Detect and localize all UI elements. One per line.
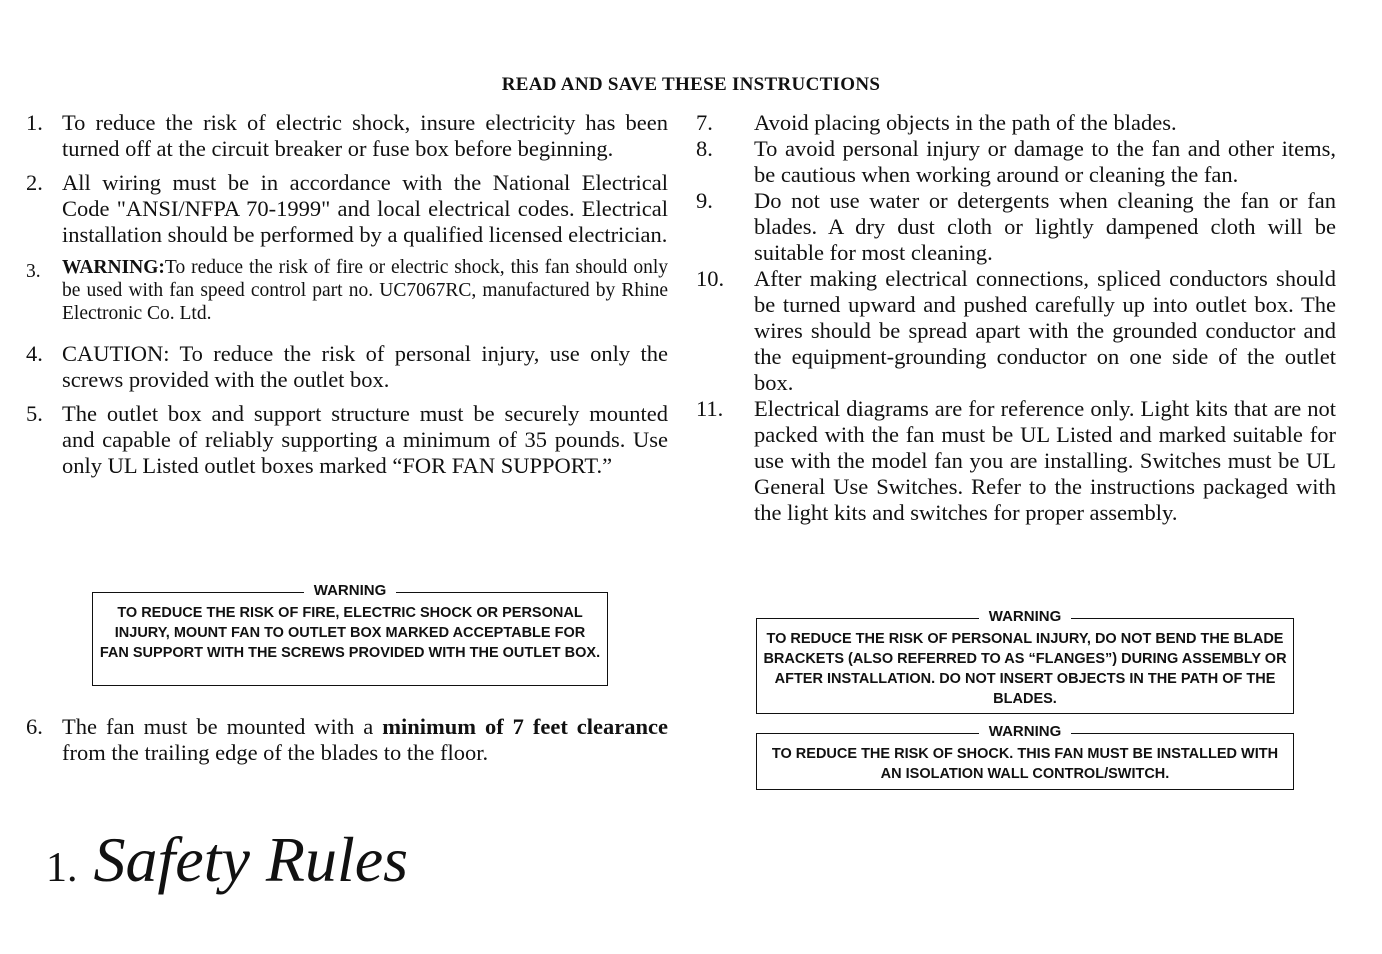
list-item [696, 266, 1336, 396]
item-text: CAUTION: To reduce the risk of personal injury, use only the screws provided with the outlet box. [62, 341, 668, 392]
item-text: After making electrical connections, spliced conductors should be turned upward and pushed carefully up into outlet box. The wires should be spread apart with the grounded conductor and the equipment-grounding conductor on one side of the outlet box. [754, 266, 1336, 395]
item-text: Do not use water or detergents when cleaning the fan or fan blades. A dry dust cloth or lightly dampened cloth will be suitable for most cleaning. [754, 188, 1336, 265]
list-item [26, 401, 668, 479]
item-number: 11. [696, 396, 724, 421]
warning-box-outlet [92, 582, 608, 686]
item-text: Electrical diagrams are for reference only. Light kits that are not packed with the fan must be UL Listed and marked suitable for use with the model fan you are installing. Switches must be UL General Use Switches. Refer to the instructions packaged with the light kits and switches for proper assembly. [754, 396, 1336, 525]
item-text [62, 256, 668, 325]
list-item [696, 188, 1336, 266]
list-item [696, 396, 1336, 526]
page-header: READ AND SAVE THESE INSTRUCTIONS [501, 74, 881, 95]
section-number: 1. [46, 845, 78, 891]
item-number: 10. [696, 266, 725, 291]
item-text: To reduce the risk of electric shock, insure electricity has been turned off at the circuit breaker or fuse box before beginning. [62, 110, 668, 161]
item-text: The outlet box and support structure must be securely mounted and capable of reliably supporting a minimum of 35 pounds. Use only UL Listed outlet boxes marked “FOR FAN SUPPORT.” [62, 401, 668, 478]
list-item [26, 110, 668, 162]
list-item [26, 341, 668, 393]
warning-title: WARNING [979, 608, 1072, 625]
item-number: 4. [26, 341, 43, 366]
section-title [46, 820, 408, 908]
item-text: To avoid personal injury or damage to the fan and other items, be cautious when working around or cleaning the fan. [754, 136, 1336, 187]
item-number: 9. [696, 188, 713, 213]
item-number: 3. [26, 261, 41, 282]
warning-box-isolation-switch [756, 723, 1294, 790]
item-number: 1. [26, 110, 43, 135]
item-number: 8. [696, 136, 713, 161]
list-item [26, 256, 668, 325]
warning-text: TO REDUCE THE RISK OF SHOCK. THIS FAN MUST BE INSTALLED WITH AN ISOLATION WALL CONTROL/SWITCH. [771, 746, 1279, 782]
item-number: 5. [26, 401, 43, 426]
item-text: All wiring must be in accordance with the National Electrical Code "ANSI/NFPA 70-1999" and local electrical codes. Electrical installation should be performed by a qualified licensed electrician. [62, 170, 668, 247]
left-column [26, 110, 668, 487]
right-column [696, 110, 1336, 526]
warning-text: TO REDUCE THE RISK OF PERSONAL INJURY, DO NOT BEND THE BLADE BRACKETS (ALSO REFERRED TO AS “FLANGES”) DURING ASSEMBLY OR AFTER INSTALLATION. DO NOT INSERT OBJECTS IN THE PATH OF THE BLADES. [763, 631, 1287, 707]
list-item [696, 136, 1336, 188]
clearance-emphasis: minimum of 7 feet clearance [382, 714, 668, 739]
item-text: Avoid placing objects in the path of the blades. [754, 110, 1177, 135]
item-number: 2. [26, 170, 43, 195]
item-number: 7. [696, 110, 713, 135]
item-number: 6. [26, 714, 43, 739]
section-name: Safety Rules [93, 824, 409, 895]
list-item [696, 110, 1336, 136]
warning-text: To reduce the risk of fire or electric shock, this fan should only be used with fan speed control part no. UC7067RC, manufactured by Rhine Electronic Co. Ltd. [62, 257, 668, 324]
list-item [26, 170, 668, 248]
list-item-clearance [26, 714, 668, 766]
warning-lead: WARNING: [62, 257, 165, 278]
warning-box-blade-brackets [756, 608, 1294, 714]
item-text: The fan must be mounted with a minimum of 7 feet clearance from the trailing edge of the blades to the floor. [62, 714, 668, 765]
warning-title: WARNING [979, 723, 1072, 740]
warning-text: TO REDUCE THE RISK OF FIRE, ELECTRIC SHOCK OR PERSONAL INJURY, MOUNT FAN TO OUTLET BOX MARKED ACCEPTABLE FOR FAN SUPPORT WITH THE SCREWS PROVIDED WITH THE OUTLET BOX. [99, 605, 601, 661]
warning-title: WARNING [304, 582, 397, 599]
